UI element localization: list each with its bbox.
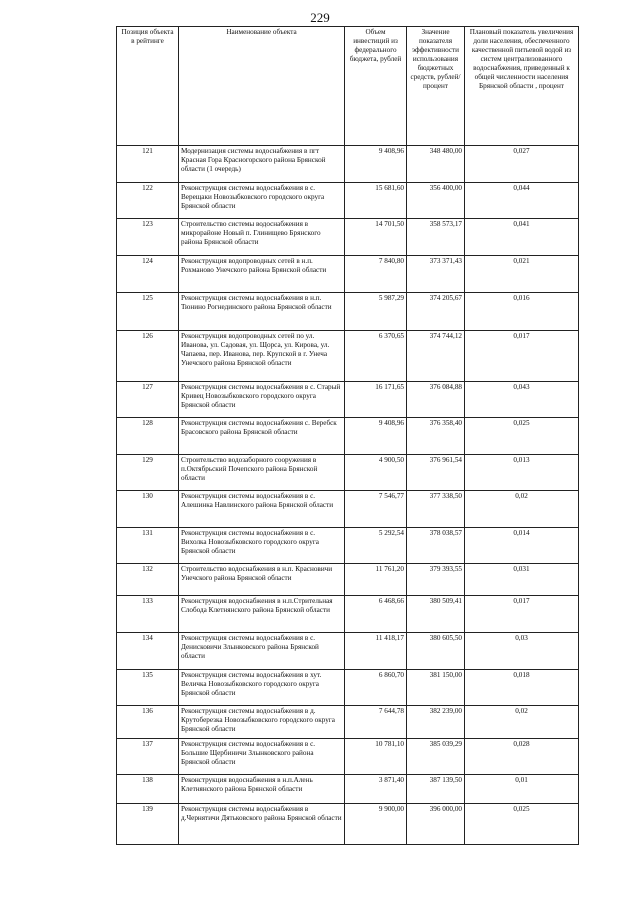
cell-investment: 9 900,00: [345, 804, 407, 845]
cell-efficiency: 348 480,00: [407, 146, 465, 183]
page-number: 229: [310, 10, 330, 25]
cell-efficiency: 358 573,17: [407, 219, 465, 256]
table-row: [117, 219, 579, 256]
cell-pos: 133: [117, 596, 179, 633]
cell-investment: 14 701,50: [345, 219, 407, 256]
cell-investment: 11 761,20: [345, 564, 407, 596]
cell-name: Реконструкция системы водоснабжения в с. Денисковичи Злынковского района Брянской области: [179, 633, 345, 670]
rating-table: [116, 26, 579, 845]
cell-investment: 7 644,78: [345, 706, 407, 739]
cell-efficiency: 374 205,67: [407, 293, 465, 331]
cell-name: Реконструкция водоснабжения в н.п.Алень Клетнянского района Брянской области: [179, 775, 345, 804]
cell-pos: 137: [117, 739, 179, 775]
cell-name: Реконструкция системы водоснабжения в д.Чернятичи Дятьковского района Брянской области: [179, 804, 345, 845]
cell-name: Реконструкция системы водоснабжения в н.п. Тюнино Рогнединского района Брянской области: [179, 293, 345, 331]
cell-pos: 129: [117, 455, 179, 491]
cell-indicator: 0,041: [465, 219, 579, 256]
header-efficiency: Значение показателя эффективности использования бюджетных средств, рублей/процент: [407, 27, 465, 146]
cell-pos: 126: [117, 331, 179, 382]
cell-investment: 9 408,96: [345, 146, 407, 183]
cell-investment: 4 900,50: [345, 455, 407, 491]
table-row: [117, 706, 579, 739]
cell-efficiency: 382 239,00: [407, 706, 465, 739]
cell-investment: 6 370,65: [345, 331, 407, 382]
cell-indicator: 0,021: [465, 256, 579, 293]
cell-name: Реконструкция системы водоснабжения в с. Большие Щербиничи Злынковского района Брянской области: [179, 739, 345, 775]
table-row: [117, 564, 579, 596]
cell-indicator: 0,017: [465, 596, 579, 633]
cell-name: Модернизация системы водоснабжения в пгт Красная Гора Красногорского района Брянской области (1 очередь): [179, 146, 345, 183]
table-row: [117, 804, 579, 845]
cell-pos: 128: [117, 418, 179, 455]
table-row: [117, 670, 579, 706]
cell-investment: 7 546,77: [345, 491, 407, 528]
cell-investment: 5 292,54: [345, 528, 407, 564]
cell-efficiency: 378 038,57: [407, 528, 465, 564]
cell-efficiency: 380 509,41: [407, 596, 465, 633]
table-row: [117, 382, 579, 418]
cell-pos: 122: [117, 183, 179, 219]
cell-name: Реконструкция водопроводных сетей по ул. Иванова, ул. Садовая, ул. Щорса, ул. Кирова, ул. Чапаева, пер. Иванова, пер. Крупской в г. Унеча Унечского района Брянской области: [179, 331, 345, 382]
cell-pos: 139: [117, 804, 179, 845]
cell-efficiency: 376 961,54: [407, 455, 465, 491]
cell-investment: 10 781,10: [345, 739, 407, 775]
cell-efficiency: 376 358,40: [407, 418, 465, 455]
table-row: [117, 256, 579, 293]
cell-indicator: 0,028: [465, 739, 579, 775]
table-row: [117, 455, 579, 491]
cell-indicator: 0,03: [465, 633, 579, 670]
cell-pos: 131: [117, 528, 179, 564]
cell-investment: 6 860,70: [345, 670, 407, 706]
table-row: [117, 528, 579, 564]
cell-indicator: 0,025: [465, 418, 579, 455]
table-row: [117, 775, 579, 804]
cell-investment: 16 171,65: [345, 382, 407, 418]
cell-efficiency: 374 744,12: [407, 331, 465, 382]
cell-indicator: 0,01: [465, 775, 579, 804]
cell-investment: 11 418,17: [345, 633, 407, 670]
header-position: Позиция объекта в рейтинге: [117, 27, 179, 146]
cell-name: Реконструкция системы водоснабжения с. Веребск Брасовского района Брянской области: [179, 418, 345, 455]
cell-pos: 125: [117, 293, 179, 331]
cell-indicator: 0,014: [465, 528, 579, 564]
cell-efficiency: 385 039,29: [407, 739, 465, 775]
cell-investment: 9 408,96: [345, 418, 407, 455]
table-row: [117, 739, 579, 775]
cell-pos: 127: [117, 382, 179, 418]
cell-indicator: 0,016: [465, 293, 579, 331]
cell-efficiency: 381 150,00: [407, 670, 465, 706]
table-row: [117, 146, 579, 183]
cell-pos: 121: [117, 146, 179, 183]
cell-name: Строительство водозаборного сооружения в п.Октябрьский Почепского района Брянской области: [179, 455, 345, 491]
cell-name: Реконструкция системы водоснабжения в с. Старый Кривец Новозыбковского городского округа Брянской области: [179, 382, 345, 418]
cell-indicator: 0,017: [465, 331, 579, 382]
cell-investment: 7 840,80: [345, 256, 407, 293]
cell-indicator: 0,013: [465, 455, 579, 491]
cell-name: Реконструкция водоснабжения в н.п.Стрительная Слобода Клетнянского района Брянской области: [179, 596, 345, 633]
cell-indicator: 0,02: [465, 491, 579, 528]
table-row: [117, 293, 579, 331]
cell-indicator: 0,02: [465, 706, 579, 739]
cell-pos: 136: [117, 706, 179, 739]
cell-name: Реконструкция системы водоснабжения в д. Крутоберезка Новозыбковского городского округа Брянской области: [179, 706, 345, 739]
cell-efficiency: 373 371,43: [407, 256, 465, 293]
header-investment: Объем инвестиций из федерального бюджета, рублей: [345, 27, 407, 146]
cell-efficiency: 387 139,50: [407, 775, 465, 804]
header-name: Наименование объекта: [179, 27, 345, 146]
cell-name: Реконструкция системы водоснабжения в с. Верещаки Новозыбковского городского округа Брянской области: [179, 183, 345, 219]
cell-efficiency: 376 084,88: [407, 382, 465, 418]
cell-efficiency: 380 605,50: [407, 633, 465, 670]
cell-name: Строительство водоснабжения в н.п. Красновичи Унечского района Брянской области: [179, 564, 345, 596]
cell-name: Строительство системы водоснабжения в микрорайоне Новый п. Глинищево Брянского района Брянской области: [179, 219, 345, 256]
table-row: [117, 418, 579, 455]
cell-name: Реконструкция системы водоснабжения в с. Алешинка Навлинского района Брянской области: [179, 491, 345, 528]
cell-efficiency: 379 393,55: [407, 564, 465, 596]
cell-efficiency: 377 338,50: [407, 491, 465, 528]
cell-name: Реконструкция системы водоснабжения в с. Вихолка Новозыбковского городского округа Брянской области: [179, 528, 345, 564]
table-row: [117, 491, 579, 528]
cell-pos: 123: [117, 219, 179, 256]
cell-pos: 138: [117, 775, 179, 804]
header-indicator: Плановый показатель увеличения доли населения, обеспеченного качественной питьевой водой из систем централизованного водоснабжения, приведенный к общей численности населения Брянской области , процент: [465, 27, 579, 146]
table-header-row: [117, 27, 579, 146]
cell-indicator: 0,044: [465, 183, 579, 219]
cell-investment: 5 987,29: [345, 293, 407, 331]
table-row: [117, 596, 579, 633]
cell-investment: 15 681,60: [345, 183, 407, 219]
cell-indicator: 0,025: [465, 804, 579, 845]
cell-pos: 135: [117, 670, 179, 706]
cell-efficiency: 356 400,00: [407, 183, 465, 219]
cell-name: Реконструкция водопроводных сетей в н.п. Рохманово Унечского района Брянской области: [179, 256, 345, 293]
table-row: [117, 633, 579, 670]
cell-investment: 3 871,40: [345, 775, 407, 804]
cell-efficiency: 396 000,00: [407, 804, 465, 845]
cell-investment: 6 468,66: [345, 596, 407, 633]
cell-pos: 132: [117, 564, 179, 596]
cell-name: Реконструкция системы водоснабжения в хут. Величка Новозыбковского городского округа Брянской области: [179, 670, 345, 706]
cell-pos: 134: [117, 633, 179, 670]
table-row: [117, 331, 579, 382]
cell-indicator: 0,018: [465, 670, 579, 706]
cell-indicator: 0,031: [465, 564, 579, 596]
cell-pos: 130: [117, 491, 179, 528]
cell-pos: 124: [117, 256, 179, 293]
table-row: [117, 183, 579, 219]
cell-indicator: 0,043: [465, 382, 579, 418]
cell-indicator: 0,027: [465, 146, 579, 183]
